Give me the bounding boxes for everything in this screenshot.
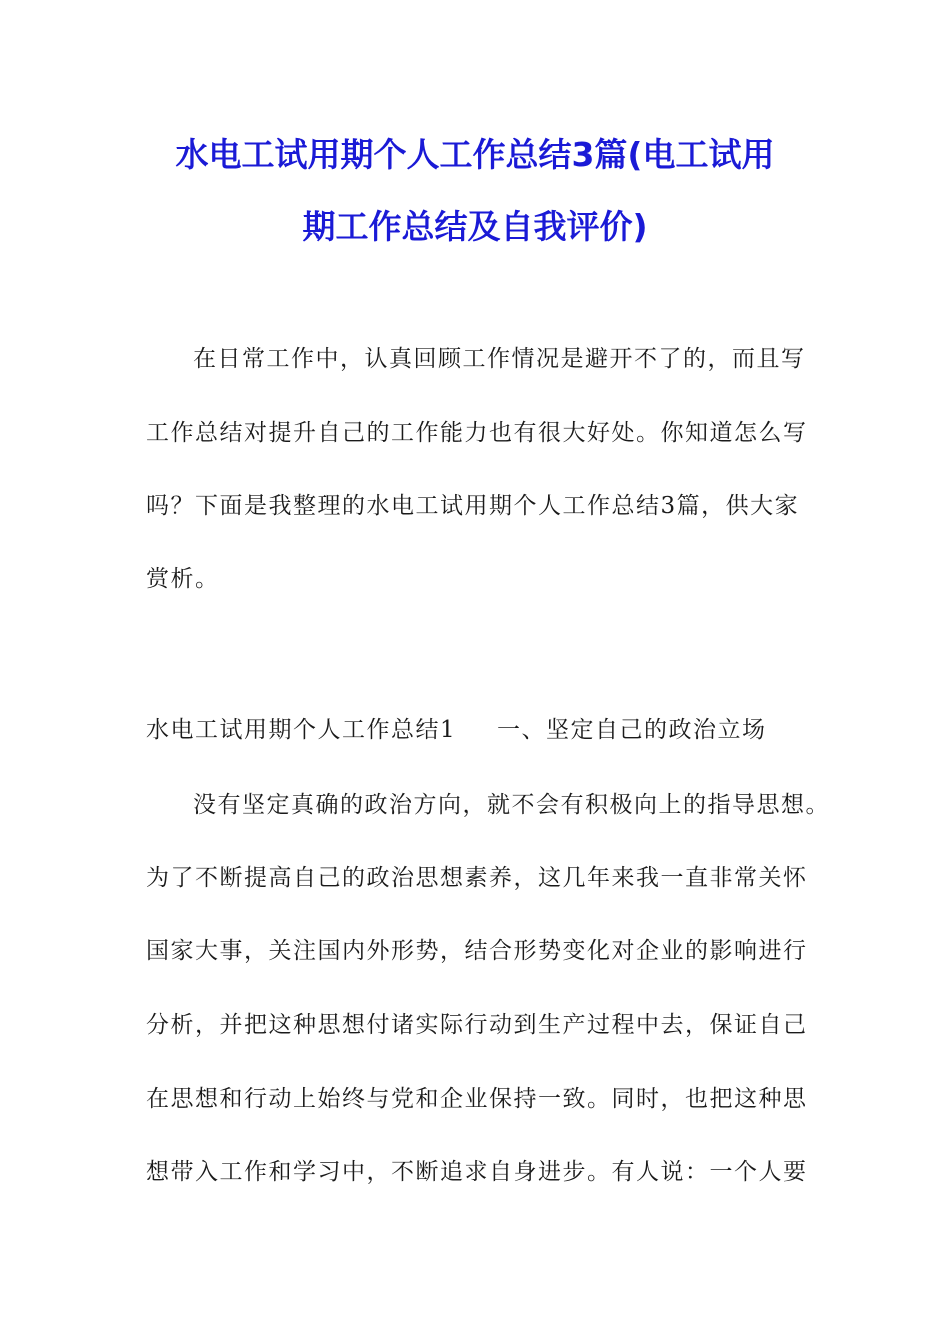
intro-line-4: 赏析。 xyxy=(146,566,220,592)
paragraph-line-5: 在思想和行动上始终与党和企业保持一致。同时，也把这种思 xyxy=(146,1086,808,1112)
intro-line-1: 在日常工作中，认真回顾工作情况是避开不了的，而且写 xyxy=(193,346,806,372)
document-title-line-2: 期工作总结及自我评价) xyxy=(302,207,648,246)
paragraph-line-2: 为了不断提高自己的政治思想素养，这几年来我一直非常关怀 xyxy=(146,865,808,891)
intro-line-2: 工作总结对提升自己的工作能力也有很大好处。你知道怎么写 xyxy=(146,420,808,446)
paragraph-line-3: 国家大事，关注国内外形势，结合形势变化对企业的影响进行 xyxy=(146,938,808,964)
section-heading: 水电工试用期个人工作总结1 xyxy=(146,717,457,743)
paragraph-line-6: 想带入工作和学习中，不断追求自身进步。有人说：一个人要 xyxy=(146,1159,808,1185)
section-subheading: 一、坚定自己的政治立场 xyxy=(497,717,767,743)
intro-line-3: 吗？下面是我整理的水电工试用期个人工作总结3篇，供大家 xyxy=(146,493,800,519)
paragraph-line-4: 分析，并把这种思想付诸实际行动到生产过程中去，保证自己 xyxy=(146,1012,808,1038)
paragraph-line-1: 没有坚定真确的政治方向，就不会有积极向上的指导思想。 xyxy=(193,792,830,818)
document-title-line-1: 水电工试用期个人工作总结3篇(电工试用 xyxy=(175,135,775,174)
